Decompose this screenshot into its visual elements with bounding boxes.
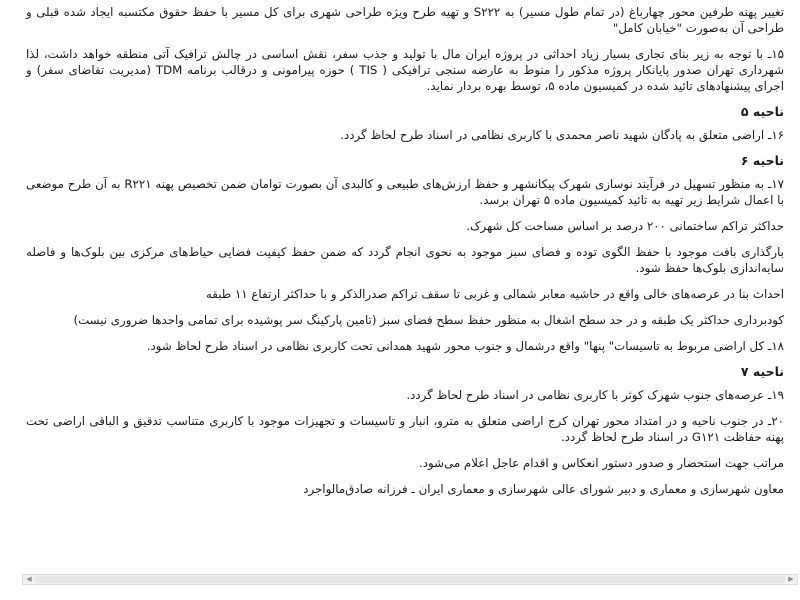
- heading-district-7: ناحیه ۷: [740, 364, 784, 379]
- scrollbar-thumb[interactable]: [35, 576, 785, 583]
- closing-line: مراتب جهت استحضار و صدور دستور انعکاس و اقدام عاجل اعلام می‌شود.: [419, 456, 784, 470]
- paragraph-17-density: حداکثر تراکم ساختمانی ۲۰۰ درصد بر اساس مساحت کل شهرک.: [466, 219, 784, 233]
- paragraph-17: ۱۷ـ به منظور تسهیل در فرآیند نوسازی شهرک پیکانشهر و حفظ ارزش‌های طبیعی و کالبدی آن بصورت توامان ضمن تخصیص پهنه R۲۲۱ به آن طرح موضعی با اعمال شرایط زیر تهیه به تائید کمیسیون ماده ۵ تهران برسد.: [26, 177, 784, 207]
- paragraph-18: ۱۸ـ کل اراضی مربوط به تاسیسات" پنها" واقع درشمال و جنوب محور شهید همدانی تحت کاربری نظامی در اسناد طرح لحاظ شود.: [146, 339, 784, 353]
- horizontal-scrollbar[interactable]: [22, 574, 798, 585]
- signature-line: معاون شهرسازی و معماری و دبیر شورای عالی شهرسازی و معماری ایران ـ فرزانه صادق‌مالواجرد: [303, 482, 784, 496]
- paragraph-17-excavation: کودبرداری حداکثر یک طبقه و در حد سطح اشغال به منظور حفظ سطح فضای سبز (تامین پارکینگ سر پوشیده برای تمامی واحدها ضروری نیست): [73, 313, 784, 327]
- heading-district-6: ناحیه ۶: [740, 153, 784, 168]
- paragraph-16: ۱۶ـ اراضی متعلق به پادگان شهید ناصر محمدی با کاربری نظامی در اسناد طرح لحاظ گردد.: [340, 128, 784, 142]
- bottom-margin: [0, 586, 800, 600]
- scroll-right-arrow-icon[interactable]: ▶: [788, 575, 794, 583]
- paragraph-17-loading: بارگذاری بافت موجود با حفظ الگوی توده و فضای سبز موجود به نحوی انجام گردد که ضمن حفظ کیفیت فضایی حیاط‌های مرکزی بین بلوک‌ها و فاصله سایه‌اندازی بلوک‌ها حفظ شود.: [26, 245, 784, 275]
- paragraph-17-construction: احداث بنا در عرصه‌های خالی واقع در حاشیه معابر شمالی و غربی تا سقف تراکم صدرالذکر و با حداکثر ارتفاع ۱۱ طبقه: [205, 287, 784, 301]
- paragraph-15-iran-mall: ۱۵ـ با توجه به زیر بنای تجاری بسیار زیاد احداثی در پروژه ایران مال با تولید و جذب سفر، نقش اساسی در چالش ترافیک آتی منطقه خواهد داشت، لذا شهرداری تهران صدور پایانکار پروژه مذکور را منوط به عارضه سنجی ترافیکی ( TIS ) حوزه پیرامونی و درقالب برنامه TDM (مدیریت تقاضای سفر) و اجرای پیشنهادهای تائید شده در کمیسیون ماده ۵، توسط بهره بردار نماید.: [26, 47, 784, 93]
- heading-district-5: ناحیه ۵: [740, 104, 784, 119]
- paragraph-20: ۲۰ـ در جنوب ناحیه و در امتداد محور تهران کرج اراضی متعلق به مترو، انبار و تاسیسات و تجهیزات موجود با کاربری متناسب تدقیق و الباقی اراضی تحت پهنه حفاظت G۱۲۱ در اسناد طرح لحاظ گردد.: [26, 414, 784, 444]
- scroll-left-arrow-icon[interactable]: ◀: [26, 575, 32, 583]
- paragraph-chaharbagh: تغییر پهنه طرفین محور چهارباغ (در تمام طول مسیر) به S۲۲۲ و تهیه طرح ویژه طراحی شهری برای کل مسیر با حفظ حقوق مکتسبه ایجاد شده قبلی و طراحی آن به‌صورت "خیابان کامل": [26, 5, 784, 35]
- paragraph-19: ۱۹ـ عرصه‌های جنوب شهرک کوثر با کاربری نظامی در اسناد طرح لحاظ گردد.: [406, 388, 784, 402]
